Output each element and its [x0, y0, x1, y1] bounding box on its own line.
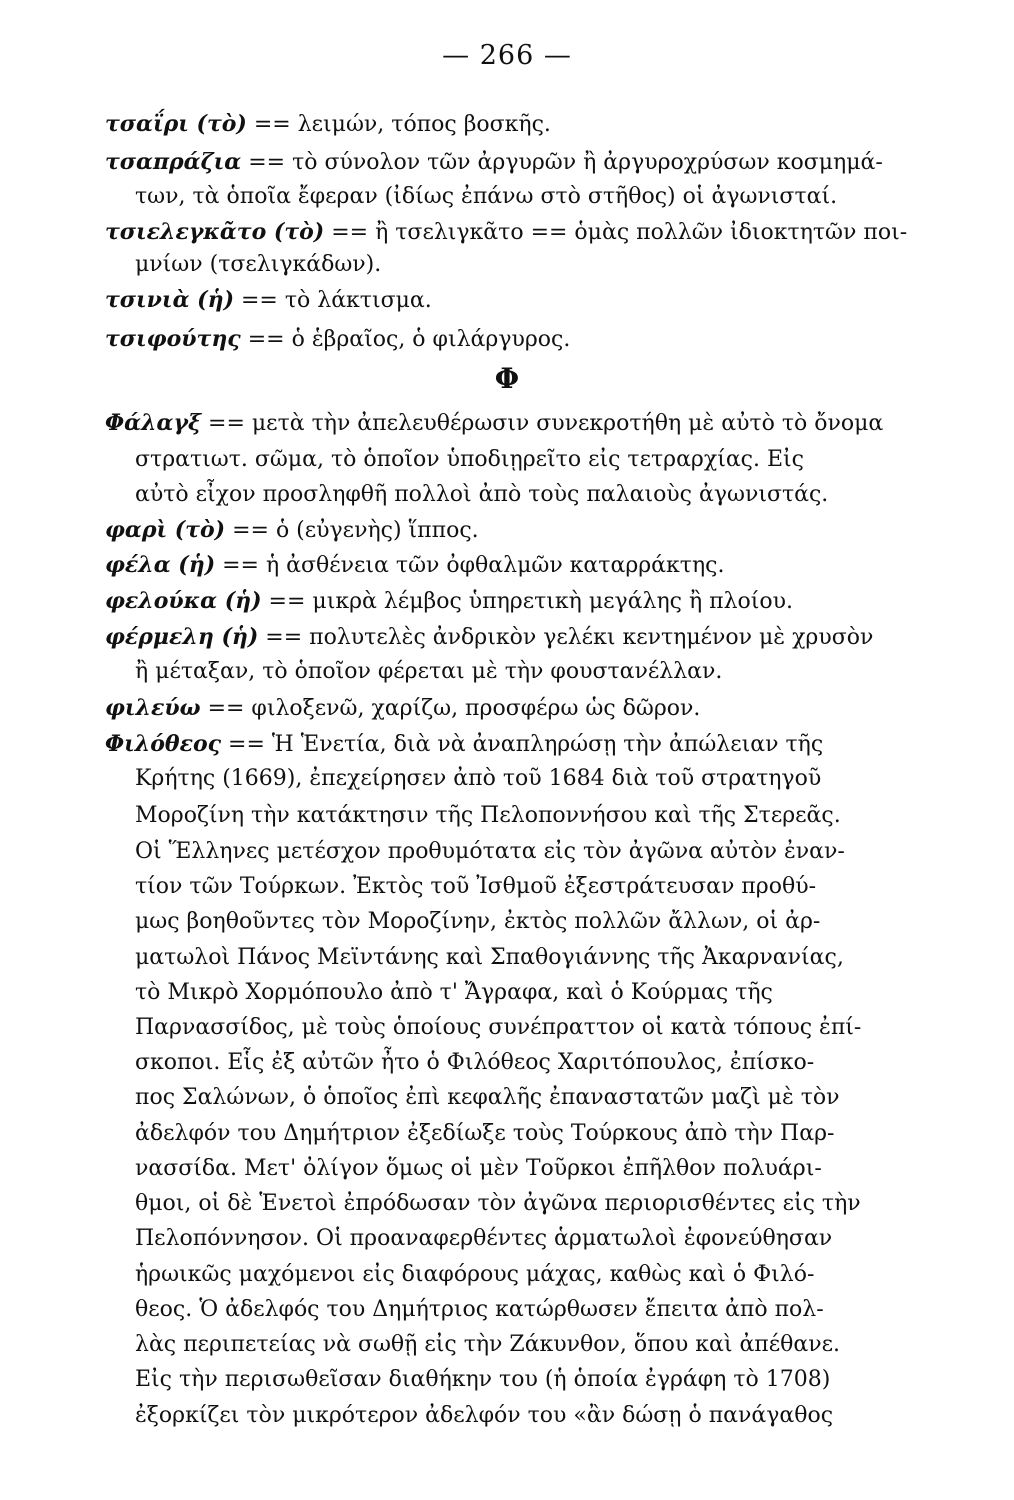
- headword: τσαπράζια: [105, 149, 242, 175]
- continuation-line: [135, 1364, 880, 1396]
- entry-text: == τὸ σύνολον τῶν ἀργυρῶν ἢ ἀργυροχρύσων κοσμημά-: [248, 150, 883, 175]
- continuation-line: [135, 444, 880, 476]
- continuation-line: [135, 800, 880, 832]
- entry-text: Πελοπόννησον. Οἱ προαναφερθέντες ἁρματωλοὶ ἐφονεύθησαν: [135, 1226, 833, 1251]
- entry-text: ἀδελφόν του Δημήτριον ἐξεδίωξε τοὺς Τούρκους ἀπὸ τὴν Παρ-: [135, 1121, 835, 1146]
- entry-text: == ὁ (εὐγενὴς) ἵππος.: [232, 518, 479, 543]
- headword: τσινιὰ (ἡ): [105, 287, 234, 313]
- entry-text: μνίων (τσελιγκάδων).: [135, 252, 382, 277]
- entry-line: [105, 514, 885, 547]
- entry-text: Μοροζίνη τὴν κατάκτησιν τῆς Πελοποννήσου καὶ τῆς Στερεᾶς.: [135, 803, 841, 828]
- entry-text: ἢ μέταξαν, τὸ ὁποῖον φέρεται μὲ τὴν φουστανέλλαν.: [135, 659, 723, 684]
- continuation-line: [135, 836, 880, 868]
- entry-line: [105, 407, 885, 440]
- entry-text: θμοι, οἱ δὲ Ἑνετοὶ ἐπρόδωσαν τὸν ἀγῶνα περιορισθέντες εἰς τὴν: [135, 1191, 861, 1216]
- entry-line: [105, 323, 885, 356]
- entry-text: τὸ Μικρὸ Χορμόπουλο ἀπὸ τ' Ἄγραφα, καὶ ὁ Κούρμας τῆς: [135, 980, 773, 1005]
- entry-line: [105, 692, 885, 725]
- continuation-line: [135, 1259, 880, 1291]
- continuation-line: [135, 1400, 880, 1432]
- section-letter: Φ: [494, 362, 520, 395]
- headword: τσιελεγκᾶτο (τὸ): [105, 219, 325, 245]
- continuation-line: [135, 763, 880, 795]
- continuation-line: [135, 249, 880, 281]
- entry-text: τίον τῶν Τούρκων. Ἐκτὸς τοῦ Ἰσθμοῦ ἐξεστράτευσαν προθύ-: [135, 874, 817, 899]
- entry-text: νασσίδα. Μετ' ὀλίγον ὅμως οἱ μὲν Τοῦρκοι ἐπῆλθον πολυάρι-: [135, 1156, 822, 1181]
- entry-text: ματωλοὶ Πάνος Μεϊντάνης καὶ Σπαθογιάννης τῆς Ἀκαρνανίας,: [135, 945, 844, 970]
- entry-text: == μετὰ τὴν ἀπελευθέρωσιν συνεκροτήθη μὲ αὐτὸ τὸ ὄνομα: [208, 411, 884, 436]
- entry-text: == ὁ ἑβραῖος, ὁ φιλάργυρος.: [247, 327, 571, 352]
- entry-line: [105, 284, 885, 317]
- headword: φελούκα (ἡ): [105, 588, 262, 614]
- continuation-line: [135, 1118, 880, 1150]
- entry-text: == λειμών, τόπος βοσκῆς.: [253, 112, 551, 137]
- continuation-line: [135, 1012, 880, 1044]
- entry-line: [105, 621, 885, 654]
- entry-text: Παρνασσίδος, μὲ τοὺς ὁποίους συνέπραττον οἱ κατὰ τόπους ἐπί-: [135, 1015, 862, 1040]
- entry-text: == μικρὰ λέμβος ὑπηρετικὴ μεγάλης ἢ πλοίου.: [268, 589, 794, 614]
- continuation-line: [135, 656, 880, 688]
- entry-line: [105, 549, 885, 582]
- entry-text: πος Σαλώνων, ὁ ὁποῖος ἐπὶ κεφαλῆς ἐπαναστατῶν μαζὶ μὲ τὸν: [135, 1085, 840, 1110]
- headword: φιλεύω: [105, 695, 201, 721]
- entry-text: αὐτὸ εἶχον προσληφθῆ πολλοὶ ἀπὸ τοὺς παλαιοὺς ἀγωνιστάς.: [135, 482, 829, 507]
- entry-text: στρατιωτ. σῶμα, τὸ ὁποῖον ὑποδιῃρεῖτο εἰς τετραρχίας. Εἰς: [135, 447, 804, 472]
- entry-text: == τὸ λάκτισμα.: [240, 288, 432, 313]
- headword: τσαΐρι (τὸ): [105, 111, 247, 137]
- entry-text: Εἰς τὴν περισωθεῖσαν διαθήκην του (ἡ ὁποία ἐγράφη τὸ 1708): [135, 1367, 831, 1392]
- headword: Φάλαγξ: [105, 410, 202, 436]
- continuation-line: [135, 1047, 880, 1079]
- entry-text: == ἡ ἀσθένεια τῶν ὀφθαλμῶν καταρράκτης.: [222, 553, 725, 578]
- entry-text: == ἢ τσελιγκᾶτο == ὁμὰς πολλῶν ἰδιοκτητῶν ποι-: [331, 220, 908, 245]
- continuation-line: [135, 1294, 880, 1326]
- headword: τσιφούτης: [105, 326, 241, 352]
- entry-line: [105, 216, 908, 249]
- headword: φέλα (ἡ): [105, 552, 216, 578]
- entry-text: == Ἡ Ἑνετία, διὰ νὰ ἀναπληρώσῃ τὴν ἀπώλειαν τῆς: [228, 732, 824, 757]
- entry-line: [105, 108, 885, 141]
- entry-text: σκοποι. Εἷς ἐξ αὐτῶν ἦτο ὁ Φιλόθεος Χαριτόπουλος, ἐπίσκο-: [135, 1050, 815, 1075]
- continuation-line: [135, 977, 880, 1009]
- headword: φέρμελη (ἡ): [105, 624, 259, 650]
- entry-text: μως βοηθοῦντες τὸν Μοροζίνην, ἐκτὸς πολλῶν ἄλλων, οἱ ἀρ-: [135, 909, 821, 934]
- entry-text: == φιλοξενῶ, χαρίζω, προσφέρω ὡς δῶρον.: [207, 696, 701, 721]
- continuation-line: [135, 1188, 880, 1220]
- entry-text: ἐξορκίζει τὸν μικρότερον ἀδελφόν του «ἂν δώσῃ ὁ πανάγαθος: [135, 1403, 834, 1428]
- continuation-line: [135, 181, 880, 213]
- continuation-line: [135, 942, 880, 974]
- entry-text: == πολυτελὲς ἀνδρικὸν γελέκι κεντημένον μὲ χρυσὸν: [265, 625, 874, 650]
- continuation-line: [135, 906, 880, 938]
- continuation-line: [135, 1329, 880, 1361]
- continuation-line: [135, 1153, 880, 1185]
- entry-text: ἡρωικῶς μαχόμενοι εἰς διαφόρους μάχας, καθὼς καὶ ὁ Φιλό-: [135, 1262, 815, 1287]
- entry-text: θεος. Ὁ ἀδελφός του Δημήτριος κατώρθωσεν ἔπειτα ἀπὸ πολ-: [135, 1297, 824, 1322]
- entry-text: Οἱ Ἕλληνες μετέσχον προθυμότατα εἰς τὸν ἀγῶνα αὐτὸν ἐναν-: [135, 839, 845, 864]
- continuation-line: [135, 479, 880, 511]
- entry-line: [105, 146, 885, 179]
- entry-text: Κρήτης (1669), ἐπεχείρησεν ἀπὸ τοῦ 1684 διὰ τοῦ στρατηγοῦ: [135, 766, 822, 791]
- headword: Φιλόθεος: [105, 731, 222, 757]
- entry-text: των, τὰ ὁποῖα ἔφεραν (ἰδίως ἐπάνω στὸ στῆθος) οἱ ἀγωνισταί.: [135, 184, 838, 209]
- continuation-line: [135, 1082, 880, 1114]
- entry-line: [105, 728, 885, 761]
- entry-line: [105, 585, 885, 618]
- headword: φαρὶ (τὸ): [105, 517, 226, 543]
- continuation-line: [135, 871, 880, 903]
- page-number: — 266 —: [442, 40, 572, 71]
- continuation-line: [135, 1223, 880, 1255]
- entry-text: λὰς περιπετείας νὰ σωθῇ εἰς τὴν Ζάκυνθον, ὅπου καὶ ἀπέθανε.: [135, 1332, 841, 1357]
